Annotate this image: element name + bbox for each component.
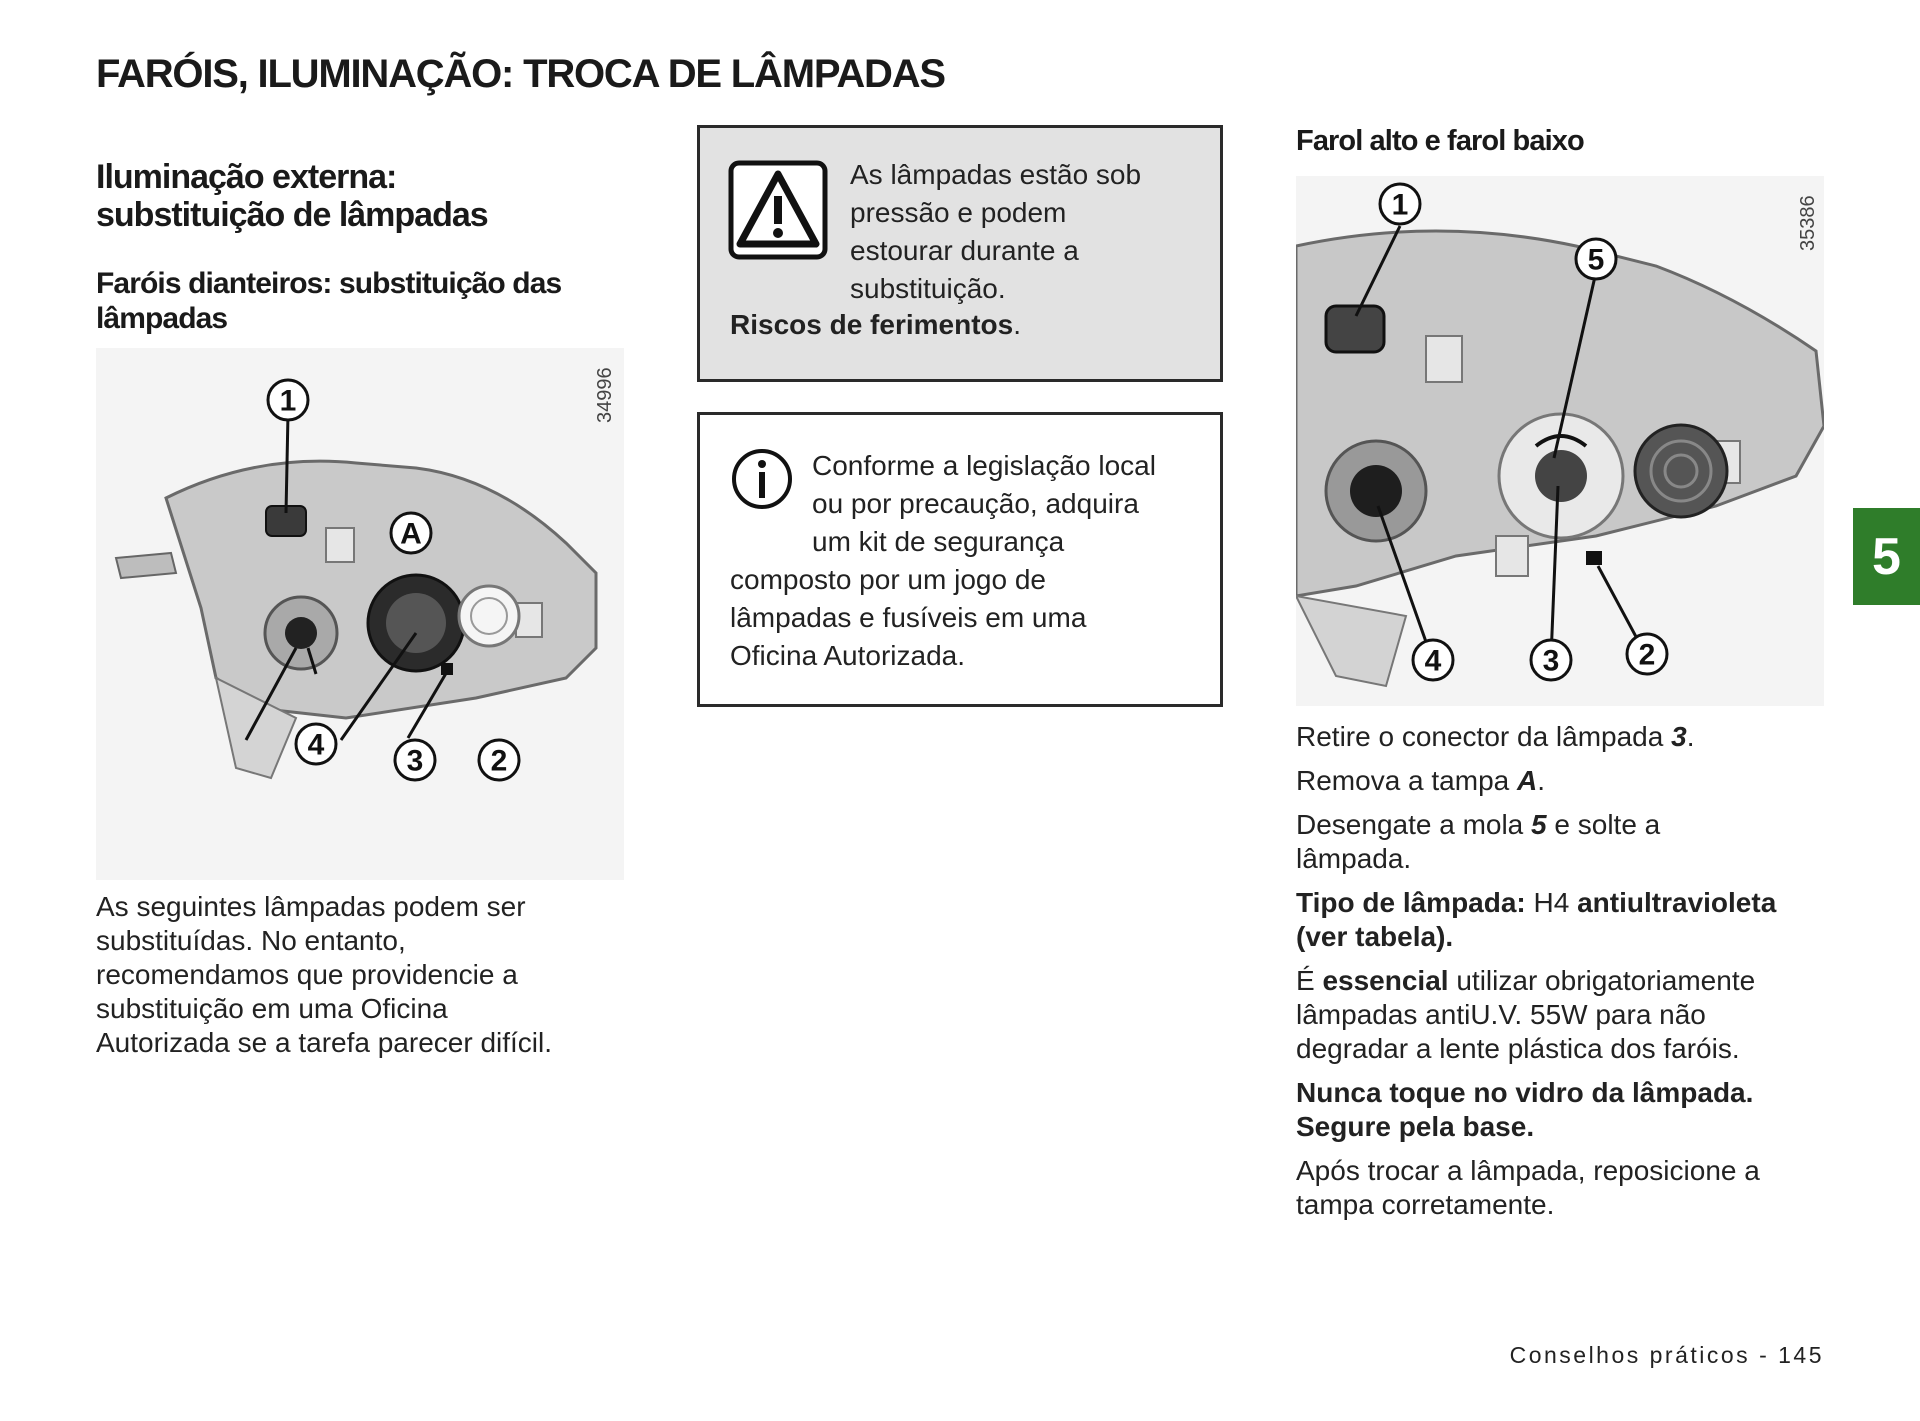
svg-text:4: 4: [307, 728, 325, 762]
callout-a: [391, 513, 431, 553]
page-title: FARÓIS, ILUMINAÇÃO: TROCA DE LÂMPADAS: [96, 52, 945, 96]
chapter-tab[interactable]: 5: [1853, 508, 1920, 605]
essential-note: [1296, 964, 1836, 1066]
lamp-4: [285, 617, 317, 649]
callout-2: [479, 740, 519, 780]
step-3-text: Desengate a mola: [1296, 809, 1532, 840]
step-3-end: e solte a: [1546, 809, 1661, 840]
leader-2: [1598, 566, 1641, 646]
step-2-end: .: [1537, 765, 1546, 796]
svg-text:A: A: [400, 517, 422, 551]
info-line: Conforme a legislação local: [812, 450, 1156, 481]
warning-box: [697, 125, 1223, 382]
lamp-type-bold: antiultravioleta: [1577, 887, 1777, 918]
warning-line: substituição.: [850, 273, 1006, 304]
callout-4: [1413, 640, 1453, 680]
callout-1: [1380, 184, 1420, 224]
never-touch-line-1: Nunca toque no vidro da lâmpada.: [1296, 1077, 1754, 1108]
section-title: [96, 158, 488, 234]
clip: [326, 528, 354, 562]
warning-line: estourar durante a: [850, 235, 1079, 266]
callout-3: [1531, 640, 1571, 680]
lamp-3: [386, 593, 446, 653]
page-footer: Conselhos práticos - 145: [1509, 1342, 1824, 1368]
step-2-text: Remova a tampa: [1296, 765, 1517, 796]
step-1-end: .: [1686, 721, 1695, 752]
warning-risk-line: [730, 308, 1021, 342]
mount-bracket: [1296, 596, 1406, 686]
essential-bold: essencial: [1322, 965, 1449, 996]
info-line: ou por precaução, adquira: [812, 488, 1139, 519]
intro-paragraph: [96, 890, 656, 1060]
figure-code: 35386: [1797, 195, 1819, 251]
info-line: um kit de segurança: [812, 526, 1065, 557]
subsection-title-line-1: Faróis dianteiros: substituição das: [96, 267, 562, 300]
warning-line: pressão e podem: [850, 197, 1067, 228]
headlight-illustration-left: [96, 348, 624, 880]
intro-line: Autorizada se a tarefa parecer difícil.: [96, 1027, 553, 1058]
svg-text:3: 3: [406, 744, 424, 778]
lamp-4: [1350, 465, 1402, 517]
sidelight-2: [1586, 551, 1602, 565]
subsection-title-line-2: lâmpadas: [96, 302, 228, 335]
lamp-type-line-2: (ver tabela).: [1296, 921, 1454, 952]
info-text-indented: [812, 447, 1156, 561]
callout-3: [395, 740, 435, 780]
svg-text:5: 5: [1587, 243, 1605, 277]
info-text: [730, 561, 1086, 675]
svg-text:2: 2: [490, 744, 508, 778]
instructions: [1296, 720, 1836, 1232]
callout-2: [1627, 634, 1667, 674]
intro-line: substituição em uma Oficina: [96, 993, 448, 1024]
essential-prefix: É: [1296, 965, 1323, 996]
essential-line-3: degradar a lente plástica dos faróis.: [1296, 1033, 1740, 1064]
clip: [1426, 336, 1462, 382]
info-line: Oficina Autorizada.: [730, 640, 966, 671]
step-1: [1296, 720, 1836, 754]
after-note: [1296, 1154, 1836, 1222]
info-line: composto por um jogo de: [730, 564, 1046, 595]
step-2-ref: A: [1517, 765, 1538, 796]
svg-text:4: 4: [1424, 644, 1442, 678]
headlight-figure-right: [1296, 176, 1824, 706]
ribbed-cap: [459, 586, 519, 646]
after-line-1: Após trocar a lâmpada, reposicione a: [1296, 1155, 1760, 1186]
callout-5: [1576, 239, 1616, 279]
subsection-title-front-headlights: [96, 266, 561, 336]
section-title-line-1: Iluminação externa:: [96, 158, 397, 196]
callout-1: [268, 380, 308, 420]
step-2: [1296, 764, 1836, 798]
connector-1: [1326, 306, 1384, 352]
step-3: [1296, 808, 1836, 876]
info-line: lâmpadas e fusíveis em uma: [730, 602, 1087, 633]
info-icon: [730, 447, 794, 511]
svg-text:3: 3: [1542, 644, 1560, 678]
lamp-type-value: H4: [1525, 887, 1578, 918]
warning-triangle-icon: [728, 160, 828, 260]
after-line-2: tampa corretamente.: [1296, 1189, 1555, 1220]
warning-risk-bold: Riscos de ferimentos: [730, 309, 1014, 340]
warning-risk-suffix: .: [1013, 309, 1021, 340]
never-touch-line-2: Segure pela base.: [1296, 1111, 1535, 1142]
section-title-line-2: substituição de lâmpadas: [96, 196, 488, 234]
essential-rest: utilizar obrigatoriamente: [1448, 965, 1756, 996]
warning-text: [850, 156, 1141, 308]
svg-text:1: 1: [279, 384, 297, 418]
lamp-type-label: Tipo de lâmpada:: [1296, 887, 1526, 918]
lamp-type: [1296, 886, 1836, 954]
ribbed-cap: [1635, 425, 1727, 517]
subsection-title-high-low-beam: Farol alto e farol baixo: [1296, 125, 1584, 157]
leader-1: [286, 414, 288, 513]
intro-line: recomendamos que providencie a: [96, 959, 518, 990]
headlight-illustration-right: [1296, 176, 1824, 706]
mount-tab: [116, 553, 176, 578]
step-1-ref: 3: [1671, 721, 1687, 752]
svg-text:1: 1: [1391, 188, 1409, 222]
clip: [1496, 536, 1528, 576]
step-3-line-2: lâmpada.: [1296, 843, 1412, 874]
never-touch-note: [1296, 1076, 1836, 1144]
info-box: [697, 412, 1223, 707]
headlight-figure-left: [96, 348, 624, 880]
warning-line: As lâmpadas estão sob: [850, 159, 1142, 190]
step-3-ref: 5: [1531, 809, 1547, 840]
lamp-3: [1535, 450, 1587, 502]
intro-line: substituídas. No entanto,: [96, 925, 406, 956]
essential-line-2: lâmpadas antiU.V. 55W para não: [1296, 999, 1706, 1030]
figure-code: 34996: [594, 367, 616, 423]
step-1-text: Retire o conector da lâmpada: [1296, 721, 1672, 752]
intro-line: As seguintes lâmpadas podem ser: [96, 891, 526, 922]
callout-4: [296, 724, 336, 764]
svg-text:2: 2: [1638, 638, 1656, 672]
